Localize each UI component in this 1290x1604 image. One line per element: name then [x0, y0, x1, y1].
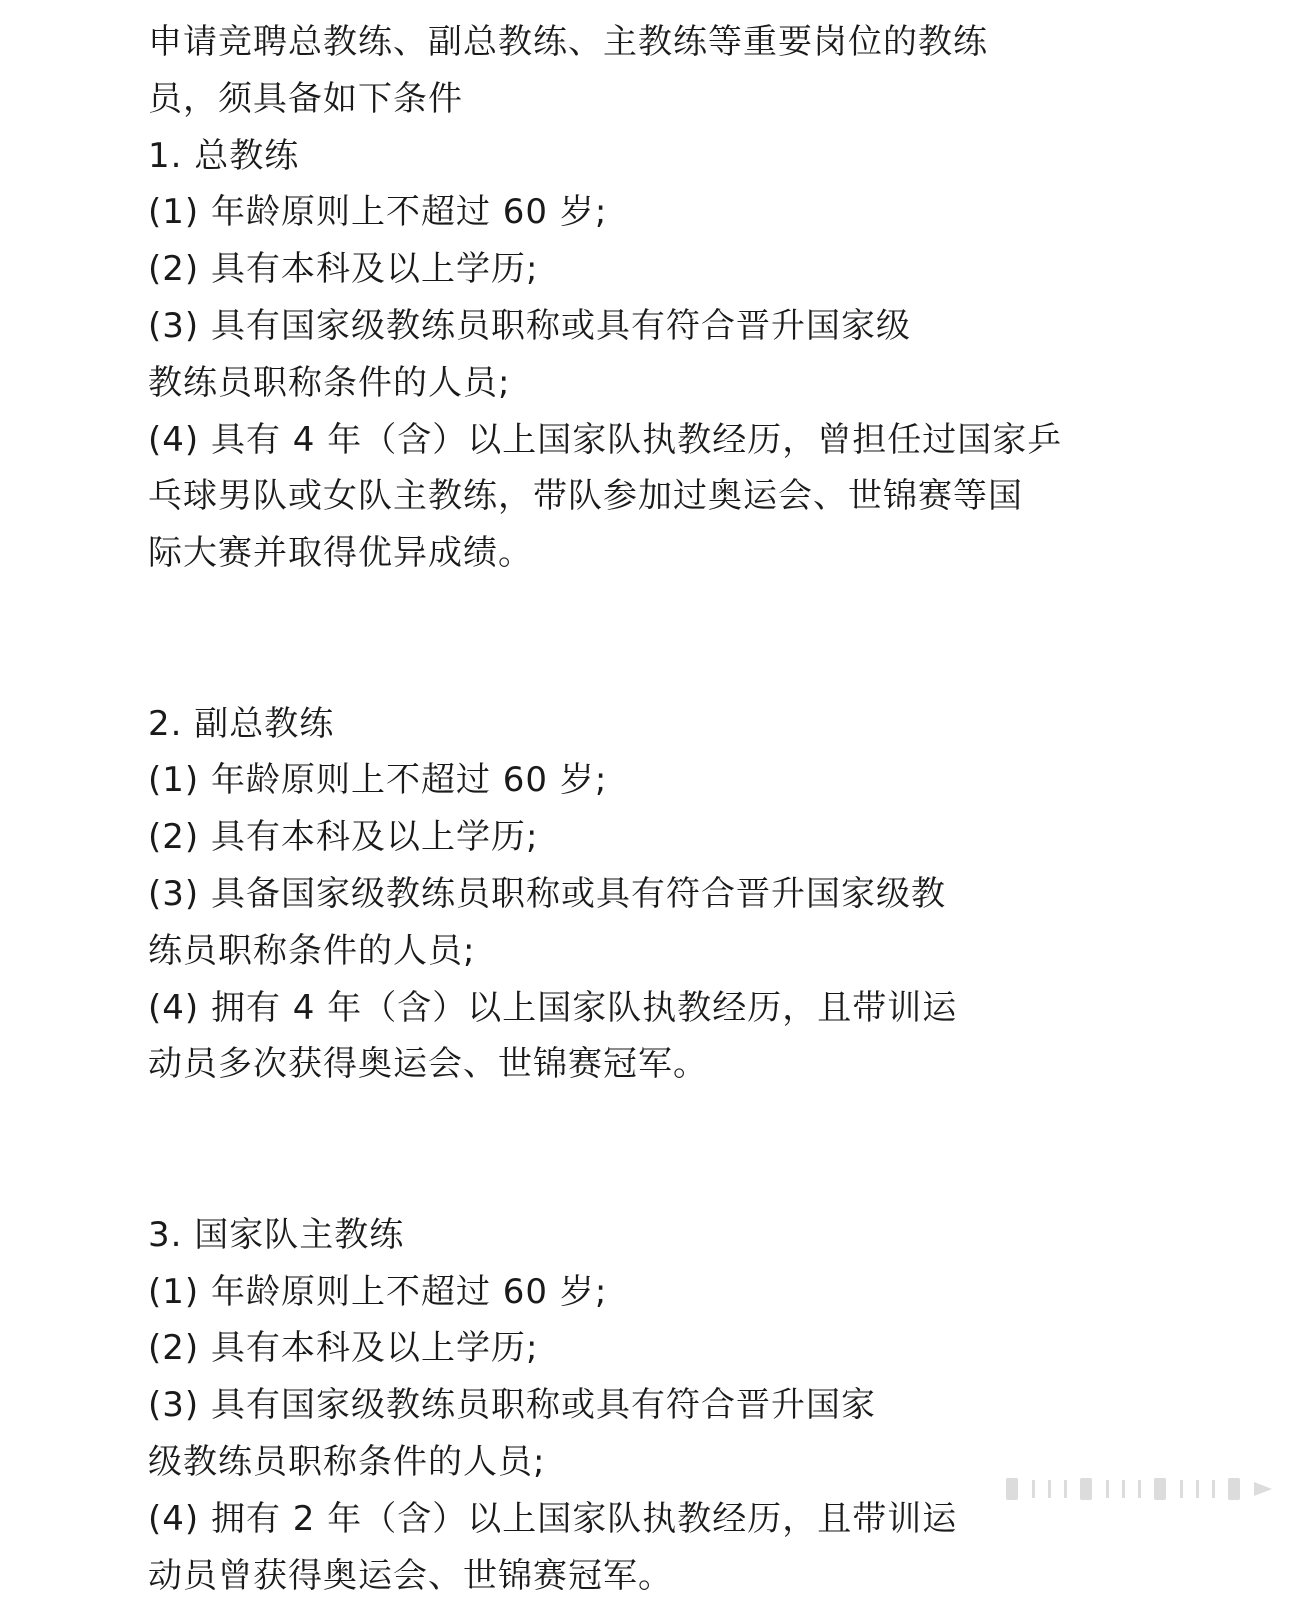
section-heading-national-team-coach: 3. 国家队主教练 [148, 1214, 405, 1255]
requirement-line: (2) 具有本科及以上学历; [148, 249, 539, 290]
requirement-line: (1) 年龄原则上不超过 60 岁; [148, 192, 608, 233]
document-body [148, 14, 1148, 1604]
requirement-line: (3) 具备国家级教练员职称或具有符合晋升国家级教 [148, 873, 946, 914]
requirement-line: (1) 年龄原则上不超过 60 岁; [148, 760, 608, 801]
section-spacer [148, 1093, 1148, 1150]
requirement-line: (2) 具有本科及以上学历; [148, 817, 539, 858]
watermark-logo [1002, 1474, 1282, 1504]
requirement-line: (4) 具有 4 年（含）以上国家队执教经历，曾担任过国家乒 [148, 419, 1063, 460]
requirement-line: 动员多次获得奥运会、世锦赛冠军。 [148, 1044, 708, 1085]
cropped-top-line [148, 0, 948, 4]
requirement-line: 级教练员职称条件的人员; [148, 1441, 546, 1482]
section-heading-head-coach: 1. 总教练 [148, 135, 300, 176]
requirement-line: (3) 具有国家级教练员职称或具有符合晋升国家 [148, 1385, 876, 1426]
requirement-line: (3) 具有国家级教练员职称或具有符合晋升国家级 [148, 305, 911, 346]
requirement-line: (1) 年龄原则上不超过 60 岁; [148, 1271, 608, 1312]
requirement-line: (2) 具有本科及以上学历; [148, 1328, 539, 1369]
requirement-line: 动员曾获得奥运会、世锦赛冠军。 [148, 1555, 673, 1596]
section-spacer [148, 582, 1148, 639]
section-spacer [148, 1150, 1148, 1207]
requirement-line: 际大赛并取得优异成绩。 [148, 533, 533, 574]
intro-line-1: 申请竞聘总教练、副总教练、主教练等重要岗位的教练 [148, 22, 988, 62]
requirement-line: 教练员职称条件的人员; [148, 362, 511, 403]
requirement-line: 乓球男队或女队主教练，带队参加过奥运会、世锦赛等国 [148, 476, 1023, 517]
section-spacer [148, 639, 1148, 696]
requirement-line: 练员职称条件的人员; [148, 930, 476, 971]
requirement-line: (4) 拥有 2 年（含）以上国家队执教经历，且带训运 [148, 1498, 958, 1539]
requirement-line: (4) 拥有 4 年（含）以上国家队执教经历，且带训运 [148, 987, 958, 1028]
section-heading-deputy-head-coach: 2. 副总教练 [148, 703, 335, 744]
intro-line-2: 员，须具备如下条件 [148, 78, 463, 119]
